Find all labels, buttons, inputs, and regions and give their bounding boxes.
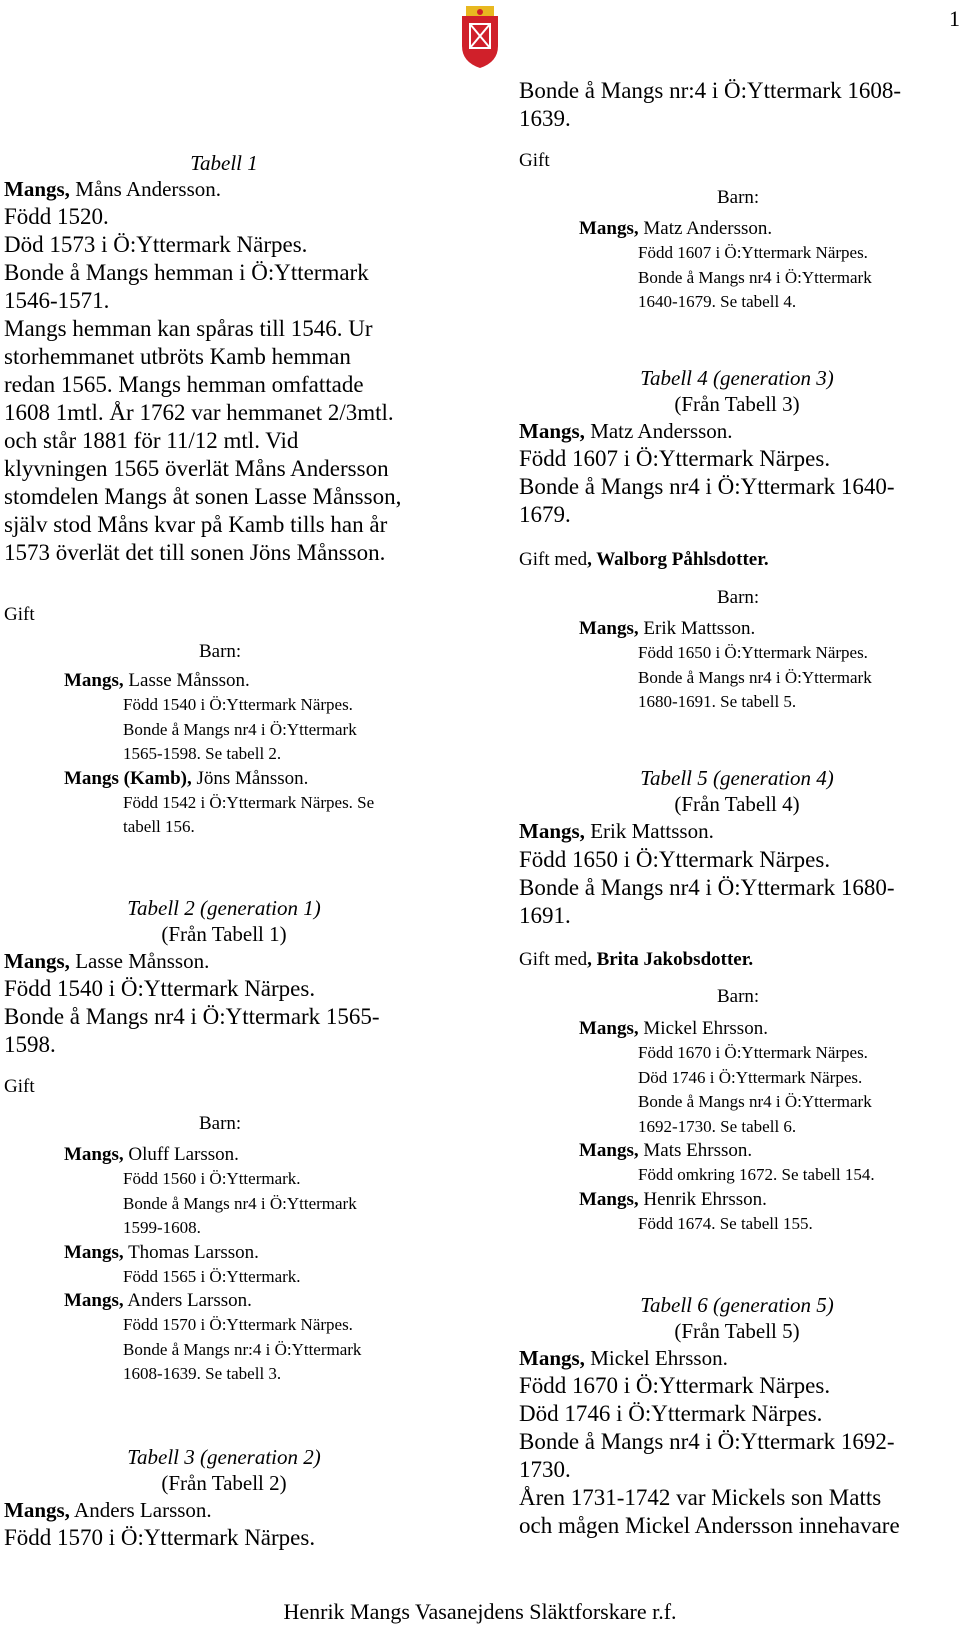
text-line: stomdelen Mangs åt sonen Lasse Månsson,: [4, 484, 402, 509]
child-detail: 1608-1639. Se tabell 3.: [123, 1364, 282, 1383]
child-name: Mangs, Matz Andersson.: [579, 218, 773, 239]
text-line: 1546-1571.: [4, 288, 110, 313]
table-4-title: Tabell 4 (generation 3): [640, 366, 834, 390]
table-4-person: Mangs, Matz Andersson.: [519, 419, 733, 443]
table-3-from: (Från Tabell 2): [161, 1471, 287, 1495]
child-name: Mangs, Erik Mattsson.: [579, 618, 756, 639]
child-name: Mangs, Lasse Månsson.: [64, 670, 250, 691]
child-detail: 1680-1691. Se tabell 5.: [638, 692, 797, 711]
child-name: Mangs, Oluff Larsson.: [64, 1144, 239, 1165]
text-line: och står 1881 för 11/12 mtl. Vid: [4, 428, 299, 453]
table-1-barn: Barn:: [199, 641, 242, 662]
child-detail: Död 1746 i Ö:Yttermark Närpes.: [638, 1067, 863, 1087]
table-5-children: [519, 1017, 955, 1236]
table-1-children: [4, 669, 444, 840]
text-line: 1573 överlät det till sonen Jöns Månsson.: [4, 540, 386, 565]
table-2-person: Mangs, Lasse Månsson.: [4, 949, 210, 973]
table-4-barn: Barn:: [717, 587, 760, 608]
child-detail: Född 1540 i Ö:Yttermark Närpes.: [123, 695, 353, 714]
child-detail: 1565-1598. Se tabell 2.: [123, 744, 282, 763]
table-5-barn: Barn:: [717, 986, 760, 1007]
text-line: 1608 1mtl. År 1762 var hemmanet 2/3mtl.: [4, 400, 394, 425]
table-5-gift: Gift med, Brita Jakobsdotter.: [519, 949, 754, 970]
child-detail: 1692-1730. Se tabell 6.: [638, 1116, 797, 1136]
text-line: storhemmanet utbröts Kamb hemman: [4, 344, 351, 369]
child-detail: Bonde å Mangs nr4 i Ö:Yttermark: [638, 267, 872, 287]
text-line: redan 1565. Mangs hemman omfattade: [4, 372, 364, 397]
child-detail: Född 1560 i Ö:Yttermark.: [123, 1169, 301, 1188]
coat-of-arms-icon: [456, 4, 504, 70]
child-detail: 1640-1679. Se tabell 4.: [638, 292, 797, 311]
child-detail: Född 1674. Se tabell 155.: [638, 1213, 813, 1233]
text-line: Död 1573 i Ö:Yttermark Närpes.: [4, 232, 308, 257]
text-line: själv stod Måns kvar på Kamb tills han år: [4, 512, 388, 537]
table-5-text: Född 1650 i Ö:Yttermark Närpes. Bonde å Mangs nr4 i Ö:Yttermark 1680- 1691.: [519, 847, 895, 928]
child-detail: tabell 156.: [123, 817, 195, 836]
table-5-from: (Från Tabell 4): [674, 792, 800, 816]
child-detail: Bonde å Mangs nr:4 i Ö:Yttermark: [123, 1339, 362, 1359]
child-detail: Född 1565 i Ö:Yttermark.: [123, 1266, 301, 1286]
table-6-person: Mangs, Mickel Ehrsson.: [519, 1346, 728, 1370]
table-1-gift: Gift: [4, 604, 35, 625]
page-footer: Henrik Mangs Vasanejdens Släktforskare r.f.: [283, 1599, 677, 1624]
table-2-from: (Från Tabell 1): [161, 922, 287, 946]
child-detail: Född 1542 i Ö:Yttermark Närpes. Se: [123, 792, 375, 812]
child-detail: Född omkring 1672. Se tabell 154.: [638, 1165, 875, 1184]
table-4-gift: Gift med, Walborg Påhlsdotter.: [519, 549, 769, 570]
table-3-text-cont: Bonde å Mangs nr:4 i Ö:Yttermark 1608- 1639.: [519, 78, 901, 131]
child-detail: Född 1607 i Ö:Yttermark Närpes.: [638, 243, 868, 262]
table-2-text: Född 1540 i Ö:Yttermark Närpes. Bonde å Mangs nr4 i Ö:Yttermark 1565- 1598.: [4, 976, 380, 1057]
table-2-children: [4, 1143, 444, 1387]
table-1-person: Mangs, Måns Andersson.: [4, 177, 222, 201]
child-detail: Bonde å Mangs nr4 i Ö:Yttermark: [123, 1193, 357, 1213]
child-detail: 1599-1608.: [123, 1218, 201, 1237]
table-4-text: Född 1607 i Ö:Yttermark Närpes. Bonde å Mangs nr4 i Ö:Yttermark 1640- 1679.: [519, 446, 895, 527]
child-name: Mangs (Kamb), Jöns Månsson.: [64, 767, 309, 789]
table-3-barn: Barn:: [717, 187, 760, 208]
table-1-title: Tabell 1: [190, 151, 258, 175]
text-line: klyvningen 1565 överlät Måns Andersson: [4, 456, 389, 481]
table-4-from: (Från Tabell 3): [674, 392, 800, 416]
child-name: Mangs, Mickel Ehrsson.: [579, 1018, 768, 1039]
table-2-gift: Gift: [4, 1076, 35, 1097]
table-2-barn: Barn:: [199, 1113, 242, 1134]
table-5-person: Mangs, Erik Mattsson.: [519, 819, 714, 843]
page-number: 1: [949, 6, 960, 31]
table-3-title: Tabell 3 (generation 2): [127, 1445, 321, 1469]
child-name: Mangs, Mats Ehrsson.: [579, 1140, 753, 1161]
table-2-title: Tabell 2 (generation 1): [127, 896, 321, 920]
child-name: Mangs, Anders Larsson.: [64, 1290, 252, 1311]
table-3-gift: Gift: [519, 150, 550, 171]
table-3-text: Född 1570 i Ö:Yttermark Närpes.: [4, 1525, 316, 1550]
table-1-text: [4, 203, 444, 567]
table-4-children: [519, 617, 955, 715]
text-line: Bonde å Mangs hemman i Ö:Yttermark: [4, 260, 369, 285]
table-3-person: Mangs, Anders Larsson.: [4, 1498, 212, 1522]
text-line: Född 1520.: [4, 204, 109, 229]
table-3-children: [519, 217, 955, 315]
text-line: Mangs hemman kan spåras till 1546. Ur: [4, 316, 373, 341]
child-detail: Bonde å Mangs nr4 i Ö:Yttermark: [638, 667, 872, 687]
child-detail: Född 1570 i Ö:Yttermark Närpes.: [123, 1315, 353, 1334]
child-detail: Född 1650 i Ö:Yttermark Närpes.: [638, 643, 868, 662]
child-name: Mangs, Thomas Larsson.: [64, 1241, 259, 1263]
child-detail: Bonde å Mangs nr4 i Ö:Yttermark: [638, 1092, 872, 1111]
table-6-title: Tabell 6 (generation 5): [640, 1293, 834, 1317]
child-detail: Bonde å Mangs nr4 i Ö:Yttermark: [123, 719, 357, 739]
table-6-from: (Från Tabell 5): [674, 1319, 800, 1343]
child-name: Mangs, Henrik Ehrsson.: [579, 1188, 767, 1210]
child-detail: Född 1670 i Ö:Yttermark Närpes.: [638, 1043, 868, 1062]
table-6-text: Född 1670 i Ö:Yttermark Närpes. Död 1746 i Ö:Yttermark Närpes. Bonde å Mangs nr4 i Ö:Yttermark 1692- 1730. Åren 1731-1742 var Mickels son Matts och mågen Mickel Andersson innehavare: [519, 1373, 900, 1538]
table-5-title: Tabell 5 (generation 4): [640, 766, 834, 790]
